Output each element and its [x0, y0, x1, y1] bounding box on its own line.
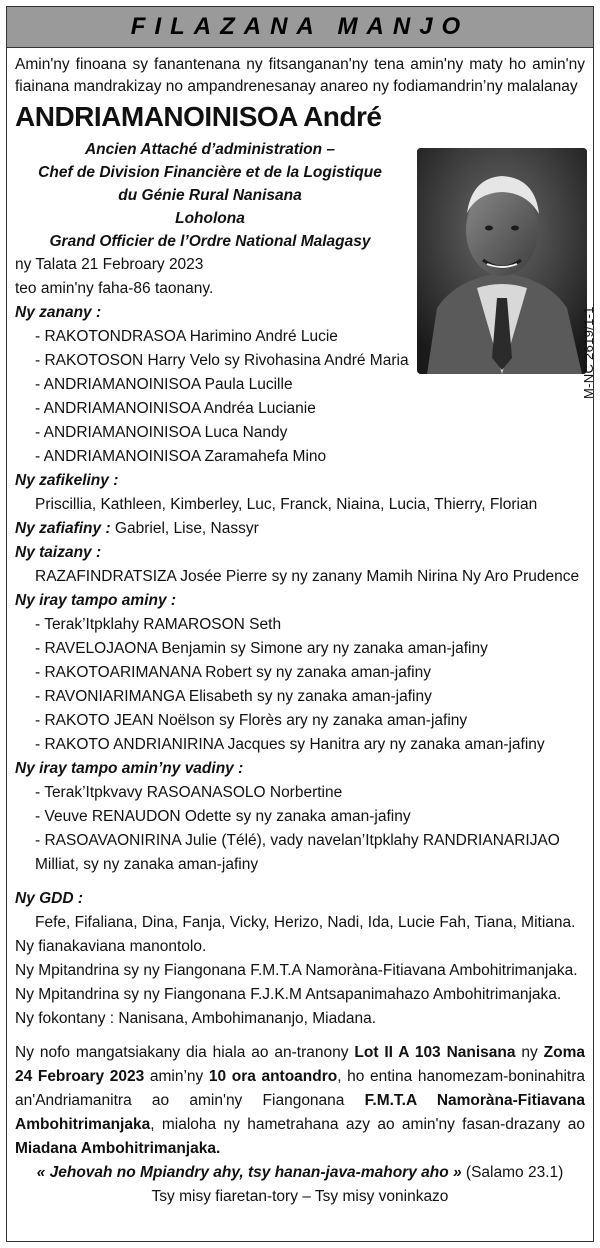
great-grandchildren-names: Gabriel, Lise, Nassyr	[114, 520, 259, 537]
others-line: Ny Mpitandrina sy ny Fiangonana F.J.K.M Antsapanimahazo Ambohitrimanjaka.	[15, 986, 562, 1003]
header-title: FILAZANA MANJO	[130, 13, 470, 40]
family-side-item: - RAKOTO JEAN Noëlson sy Florès ary ny zanaka aman-jafiny	[35, 712, 468, 729]
title-line: du Génie Rural Nanisana	[118, 187, 302, 204]
reference-code: M-NC 2619/1-1	[581, 306, 596, 399]
children-label: Ny zanany :	[15, 304, 102, 321]
bible-quote	[15, 1161, 585, 1185]
wife-side-item: - RASOAVAONIRINA Julie (Télé), vady navelan’Itpklahy RANDRIANARIJAO Milliat, sy ny zanaka aman-jafiny	[35, 832, 560, 873]
portrait-image	[417, 148, 587, 374]
quote-reference: (Salamo 23.1)	[461, 1164, 564, 1181]
others-line: Ny fianakaviana manontolo.	[15, 938, 207, 955]
title-line: Loholona	[175, 210, 245, 227]
family-side-item: - RAVELOJAONA Benjamin sy Simone ary ny zanaka aman-jafiny	[35, 640, 488, 657]
great-grandchildren-label: Ny zafiafiny :	[15, 520, 111, 537]
deceased-name: ANDRIAMANOINISOA André	[15, 101, 382, 132]
title-line: Grand Officier de l’Ordre National Malagasy	[49, 233, 371, 250]
grandchildren-names: Priscillia, Kathleen, Kimberley, Luc, Franck, Niaina, Lucia, Thierry, Florian	[35, 496, 538, 513]
others-line: Ny Mpitandrina sy ny Fiangonana F.M.T.A Namoràna-Fitiavana Ambohitrimanjaka.	[15, 962, 578, 979]
child-item: - ANDRIAMANOINISOA Andréa Lucianie	[35, 400, 316, 417]
child-item: - ANDRIAMANOINISOA Luca Nandy	[35, 424, 288, 441]
wife-side-item: - Veuve RENAUDON Odette sy ny zanaka aman-jafiny	[35, 808, 411, 825]
funeral-text: , mialoha ny hametrahana azy ao amin'ny fasan-drazany ao	[150, 1116, 585, 1133]
funeral-text: amin’ny	[144, 1068, 209, 1085]
child-item: - RAKOTONDRASOA Harimino André Lucie	[35, 328, 338, 345]
family-side-label: Ny iray tampo aminy :	[15, 592, 177, 609]
deceased-photo	[417, 148, 587, 374]
title-line: Ancien Attaché d’administration –	[84, 141, 336, 158]
obituary-body	[7, 48, 593, 1209]
header-bar	[7, 7, 593, 48]
funeral-text: , ho entina hanomezam-boninahitra an'Andriamanitra ao amin'ny Fiangonana	[15, 1068, 585, 1109]
grandchildren-label: Ny zafikeliny :	[15, 472, 119, 489]
siblings-label: Ny taizany :	[15, 544, 102, 561]
family-side-item: - RAKOTOARIMANANA Robert sy ny zanaka aman-jafiny	[35, 664, 431, 681]
gdd-names: Fefe, Fifaliana, Dina, Fanja, Vicky, Herizo, Nadi, Ida, Lucie Fah, Tiana, Mitiana.	[35, 914, 576, 931]
deceased-titles	[15, 138, 405, 253]
family-side-item: - RAVONIARIMANGA Elisabeth sy ny zanaka aman-jafiny	[35, 688, 432, 705]
siblings-names: RAZAFINDRATSIZA Josée Pierre sy ny zanany Mamih Nirina Ny Aro Prudence	[35, 568, 580, 585]
funeral-church: F.M.T.A Namoràna-Fitiavana Ambohitrimanjaka	[15, 1092, 585, 1133]
funeral-text: ny	[515, 1044, 544, 1061]
title-line: Chef de Division Financière et de la Logistique	[38, 164, 382, 181]
death-age: teo amin'ny faha-86 taonany.	[15, 280, 214, 297]
closing-note: Tsy misy fiaretan-tory – Tsy misy voninkazo	[151, 1188, 449, 1205]
wife-side-item: - Terak’Itpkvavy RASOANASOLO Norbertine	[35, 784, 343, 801]
intro-text: Amin'ny finoana sy fanantenana ny fitsanganan'ny tena amin'ny maty ho amin'ny fiainana mandrakizay no ampandrenesanay anareo ny fodiamandrin’ny malalanay	[15, 56, 585, 95]
funeral-text: Ny nofo mangatsiakany dia hiala ao an-tranony	[15, 1044, 355, 1061]
death-date: ny Talata 21 Febroary 2023	[15, 256, 204, 273]
family-side-item: - Terak’Itpklahy RAMAROSON Seth	[35, 616, 282, 633]
family-side-item: - RAKOTO ANDRIANIRINA Jacques sy Hanitra ary ny zanaka aman-jafiny	[35, 736, 545, 753]
wife-side-label: Ny iray tampo amin’ny vadiny :	[15, 760, 244, 777]
funeral-details	[15, 1041, 585, 1161]
funeral-burial-place: Miadana Ambohitrimanjaka.	[15, 1140, 221, 1157]
child-item: - RAKOTOSON Harry Velo sy Rivohasina André Maria	[35, 352, 409, 369]
funeral-address: Lot II A 103 Nanisana	[354, 1044, 516, 1061]
funeral-date: Zoma 24 Febroary 2023	[15, 1044, 585, 1085]
quote-text: « Jehovah no Mpiandry ahy, tsy hanan-java-mahory aho »	[36, 1164, 462, 1181]
gdd-label: Ny GDD :	[15, 890, 84, 907]
funeral-time: 10 ora antoandro	[208, 1068, 338, 1085]
others-line: Ny fokontany : Nanisana, Ambohimananjo, Miadana.	[15, 1010, 377, 1027]
child-item: - ANDRIAMANOINISOA Zaramahefa Mino	[35, 448, 327, 465]
child-item: - ANDRIAMANOINISOA Paula Lucille	[35, 376, 293, 393]
great-grandchildren-line	[15, 517, 585, 541]
obituary-frame	[6, 6, 594, 1242]
